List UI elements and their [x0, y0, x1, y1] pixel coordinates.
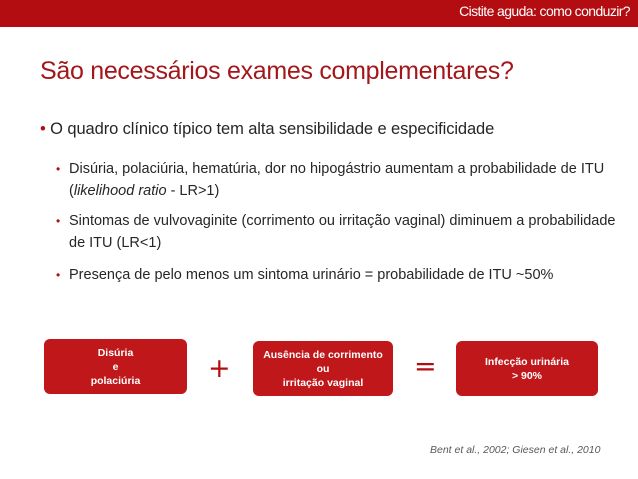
bullet-dot-icon: • — [56, 162, 61, 176]
box3-line2: > 90% — [511, 369, 543, 382]
sub-bullet-1-text — [69, 158, 616, 202]
box1-line1: Disúria — [97, 346, 134, 359]
box1-line2: e — [112, 360, 119, 373]
sub-bullet-1-text-start: Disúria, polaciúria, hematúria, dor no hipogástrio aumentam a probabilidade de ITU ( — [69, 161, 605, 199]
symptom-box-no-discharge — [253, 341, 393, 396]
sub-bullet-1 — [56, 158, 616, 202]
bullet-dot-icon: • — [56, 268, 61, 282]
box3-line1: Infecção urinária — [484, 355, 570, 368]
main-bullet — [40, 120, 494, 139]
box2-line3: irritação vaginal — [282, 376, 364, 389]
citation: Bent et al., 2002; Giesen et al., 2010 — [430, 444, 601, 456]
sub-bullet-1-text-end: - LR>1) — [166, 183, 220, 199]
sub-bullet-1-italic: likelihood ratio — [73, 183, 167, 199]
box1-line3: polaciúria — [90, 374, 141, 387]
header-topic: Cistite aguda: como conduzir? — [459, 3, 630, 19]
bullet-dot-icon: • — [40, 120, 46, 138]
sub-bullet-3 — [56, 264, 616, 286]
plus-sign: + — [208, 353, 231, 384]
slide-title: São necessários exames complementares? — [40, 57, 514, 85]
sub-bullet-3-text: Presença de pelo menos um sintoma urinário = probabilidade de ITU ~50% — [69, 267, 554, 283]
box2-line2: ou — [316, 362, 330, 375]
box2-line1: Ausência de corrimento — [263, 348, 383, 361]
sub-bullet-2-text: Sintomas de vulvovaginite (corrimento ou irritação vaginal) diminuem a probabilidade de ITU (LR<1) — [69, 213, 616, 251]
sub-bullet-2 — [56, 210, 616, 254]
equals-sign: = — [414, 351, 437, 382]
main-bullet-text: O quadro clínico típico tem alta sensibilidade e especificidade — [50, 120, 495, 138]
result-box-uti — [456, 341, 598, 396]
header-bar — [0, 0, 638, 27]
bullet-dot-icon: • — [56, 214, 61, 228]
symptom-box-dysuria — [44, 339, 187, 394]
